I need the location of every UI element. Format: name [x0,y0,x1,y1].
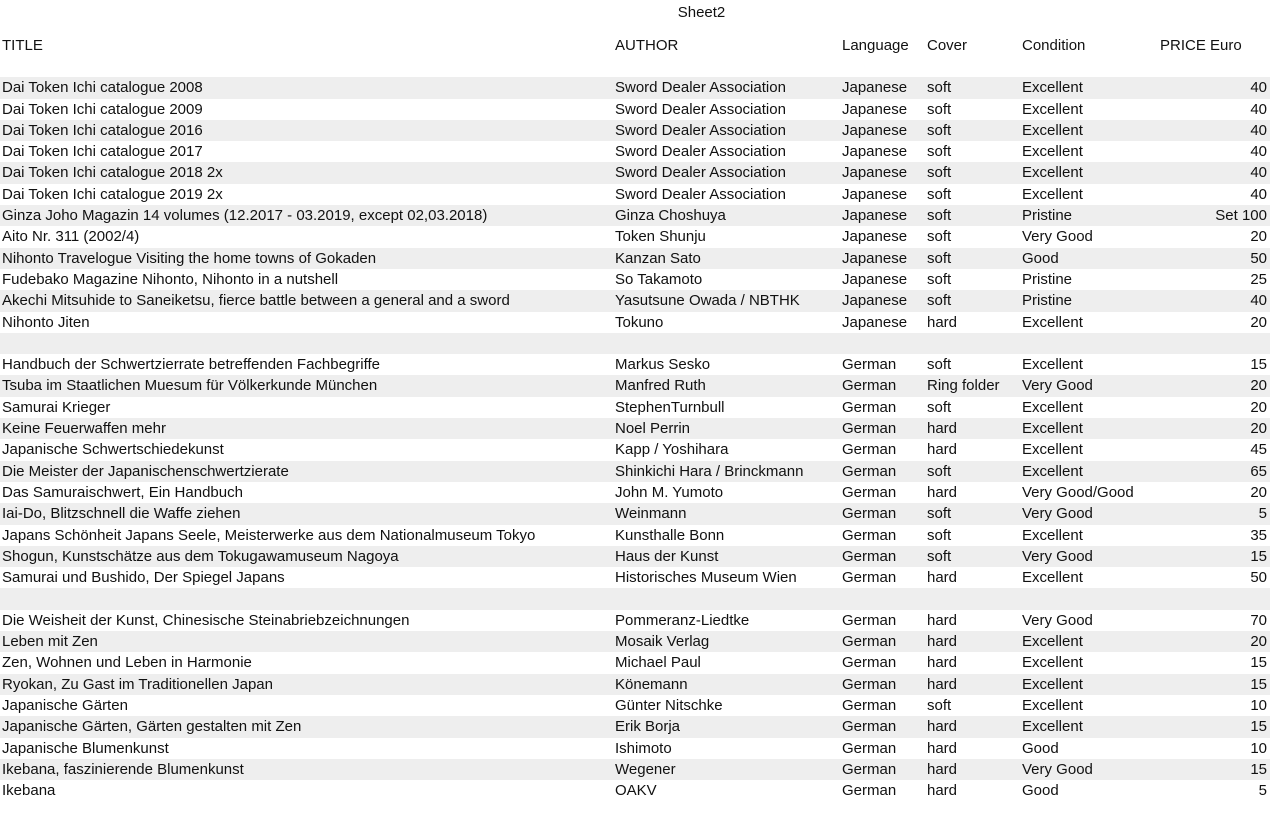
cell-language: German [842,739,897,757]
cell-title: Aito Nr. 311 (2002/4) [2,228,140,246]
cell-title: Japanische Schwertschiedekunst [2,441,224,459]
cell-author: Kanzan Sato [615,249,701,267]
cell-condition: Excellent [1022,526,1083,544]
cell-condition: Excellent [1022,462,1083,480]
cell-author: Yasutsune Owada / NBTHK [615,292,800,310]
cell-price: 10 [1250,739,1267,757]
table-row [0,759,1270,780]
sheet-title: Sheet2 [677,4,726,21]
table-row [0,397,1270,418]
table-row [0,418,1270,439]
cell-title: Dai Token Ichi catalogue 2009 [2,100,203,118]
cell-author: Erik Borja [615,718,681,736]
cell-cover: soft [927,270,952,288]
cell-condition: Excellent [1022,143,1083,161]
table-row [0,525,1270,546]
cell-price: 15 [1250,547,1267,565]
cell-language: Japanese [842,143,908,161]
cell-author: Sword Dealer Association [615,79,786,97]
cell-price: 15 [1250,654,1267,672]
cell-title: Das Samuraischwert, Ein Handbuch [2,483,243,501]
cell-author: Sword Dealer Association [615,100,786,118]
cell-cover: hard [927,760,958,778]
table-row [0,205,1270,226]
cell-title: Ikebana, faszinierende Blumenkunst [2,760,244,778]
cell-condition: Very Good [1022,611,1093,629]
header-author: AUTHOR [615,37,679,54]
cell-title: Dai Token Ichi catalogue 2016 [2,121,203,139]
cell-price: 20 [1250,228,1267,246]
cell-condition: Excellent [1022,569,1083,587]
blank-row [0,56,1270,77]
cell-language: German [842,760,897,778]
cell-condition: Pristine [1022,292,1073,310]
cell-condition: Pristine [1022,270,1073,288]
cell-language: Japanese [842,270,908,288]
cell-price: 20 [1250,483,1267,501]
cell-cover: soft [927,164,952,182]
cell-author: Michael Paul [615,654,701,672]
cell-condition: Excellent [1022,79,1083,97]
cell-condition: Excellent [1022,313,1083,331]
cell-title: Japanische Gärten, Gärten gestalten mit Zen [2,718,302,736]
cell-condition: Excellent [1022,718,1083,736]
cell-cover: hard [927,654,958,672]
cell-cover: soft [927,462,952,480]
cell-language: German [842,398,897,416]
cell-price: 40 [1250,100,1267,118]
table-row [0,375,1270,396]
cell-title: Akechi Mitsuhide to Saneiketsu, fierce battle between a general and a sword [2,292,510,310]
cell-title: Ikebana [2,782,56,800]
cell-language: Japanese [842,228,908,246]
cell-cover: soft [927,398,952,416]
cell-price: 15 [1250,718,1267,736]
cell-condition: Excellent [1022,164,1083,182]
cell-cover: soft [927,249,952,267]
cell-price: 20 [1250,420,1267,438]
cell-language: German [842,547,897,565]
cell-cover: hard [927,441,958,459]
cell-title: Ryokan, Zu Gast im Traditionellen Japan [2,675,273,693]
cell-title: Tsuba im Staatlichen Muesum für Völkerkunde München [2,377,378,395]
cell-cover: soft [927,79,952,97]
cell-price: 45 [1250,441,1267,459]
cell-language: Japanese [842,292,908,310]
table-row [0,610,1270,631]
cell-author: Mosaik Verlag [615,633,710,651]
table-row [0,482,1270,503]
cell-price: 40 [1250,164,1267,182]
cell-price: 40 [1250,143,1267,161]
cell-price: 20 [1250,377,1267,395]
table-row [0,77,1270,98]
cell-condition: Very Good [1022,547,1093,565]
cell-cover: soft [927,526,952,544]
cell-cover: hard [927,420,958,438]
cell-language: Japanese [842,185,908,203]
cell-price: 20 [1250,633,1267,651]
cell-author: Haus der Kunst [615,547,719,565]
table-row [0,716,1270,737]
header-price: PRICE Euro [1160,37,1242,54]
cell-price: 5 [1258,782,1267,800]
cell-language: Japanese [842,121,908,139]
cell-title: Dai Token Ichi catalogue 2008 [2,79,203,97]
cell-condition: Excellent [1022,398,1083,416]
cell-condition: Excellent [1022,441,1083,459]
cell-title: Nihonto Jiten [2,313,90,331]
cell-language: German [842,483,897,501]
cell-condition: Excellent [1022,633,1083,651]
cell-author: Sword Dealer Association [615,185,786,203]
cell-title: Dai Token Ichi catalogue 2019 2x [2,185,223,203]
table-row [0,461,1270,482]
cell-language: Japanese [842,100,908,118]
cell-author: John M. Yumoto [615,483,724,501]
cell-condition: Pristine [1022,207,1073,225]
header-language: Language [842,37,909,54]
header-cover: Cover [927,37,968,54]
cell-cover: soft [927,121,952,139]
cell-cover: soft [927,228,952,246]
cell-title: Japanische Blumenkunst [2,739,169,757]
cell-price: 40 [1250,292,1267,310]
cell-condition: Excellent [1022,100,1083,118]
table-row [0,269,1270,290]
cell-cover: hard [927,611,958,629]
cell-language: German [842,356,897,374]
cell-author: Manfred Ruth [615,377,706,395]
cell-author: Markus Sesko [615,356,711,374]
cell-language: German [842,420,897,438]
cell-cover: hard [927,633,958,651]
cell-cover: soft [927,100,952,118]
cell-language: German [842,505,897,523]
table-row [0,546,1270,567]
cell-price: 40 [1250,185,1267,203]
cell-language: Japanese [842,79,908,97]
cell-price: 15 [1250,760,1267,778]
cell-author: Ginza Choshuya [615,207,726,225]
cell-cover: hard [927,782,958,800]
cell-cover: hard [927,569,958,587]
cell-cover: soft [927,356,952,374]
cell-price: Set 100 [1215,207,1267,225]
cell-author: Wegener [615,760,676,778]
table-row [0,503,1270,524]
cell-condition: Excellent [1022,121,1083,139]
cell-price: 40 [1250,79,1267,97]
cell-price: 35 [1250,526,1267,544]
cell-author: Weinmann [615,505,687,523]
blank-row [0,333,1270,354]
cell-language: German [842,462,897,480]
cell-price: 20 [1250,313,1267,331]
table-row [0,312,1270,333]
cell-price: 10 [1250,696,1267,714]
table-row [0,120,1270,141]
cell-cover: soft [927,505,952,523]
cell-author: Günter Nitschke [615,696,723,714]
table-row [0,354,1270,375]
cell-author: Pommeranz-Liedtke [615,611,750,629]
cell-title: Die Weisheit der Kunst, Chinesische Steinabriebzeichnungen [2,611,410,629]
table-row [0,162,1270,183]
cell-author: So Takamoto [615,270,703,288]
table-row [0,184,1270,205]
cell-cover: hard [927,313,958,331]
cell-condition: Very Good/Good [1022,483,1134,501]
cell-title: Japans Schönheit Japans Seele, Meisterwerke aus dem Nationalmuseum Tokyo [2,526,536,544]
cell-condition: Excellent [1022,654,1083,672]
cell-author: Kapp / Yoshihara [615,441,729,459]
table-row [0,439,1270,460]
cell-title: Die Meister der Japanischenschwertzierate [2,462,289,480]
cell-condition: Excellent [1022,420,1083,438]
cell-cover: hard [927,675,958,693]
cell-title: Samurai und Bushido, Der Spiegel Japans [2,569,285,587]
table-row [0,780,1270,801]
cell-condition: Excellent [1022,675,1083,693]
cell-title: Nihonto Travelogue Visiting the home towns of Gokaden [2,249,377,267]
cell-language: German [842,569,897,587]
cell-language: German [842,526,897,544]
cell-title: Handbuch der Schwertzierrate betreffenden Fachbegriffe [2,356,381,374]
header-condition: Condition [1022,37,1086,54]
cell-cover: soft [927,696,952,714]
table-row [0,248,1270,269]
cell-title: Shogun, Kunstschätze aus dem Tokugawamuseum Nagoya [2,547,399,565]
cell-author: Historisches Museum Wien [615,569,797,587]
cell-condition: Good [1022,249,1059,267]
cell-cover: hard [927,739,958,757]
cell-cover: soft [927,547,952,565]
table-row [0,567,1270,588]
cell-price: 40 [1250,121,1267,139]
cell-title: Japanische Gärten [2,696,128,714]
cell-author: StephenTurnbull [615,398,725,416]
table-row [0,631,1270,652]
cell-condition: Excellent [1022,696,1083,714]
cell-language: German [842,377,897,395]
cell-author: Shinkichi Hara / Brinckmann [615,462,804,480]
cell-title: Zen, Wohnen und Leben in Harmonie [2,654,252,672]
cell-condition: Good [1022,739,1059,757]
cell-cover: hard [927,718,958,736]
cell-price: 50 [1250,249,1267,267]
table-row [0,99,1270,120]
cell-author: Könemann [615,675,688,693]
cell-author: OAKV [615,782,657,800]
cell-price: 20 [1250,398,1267,416]
cell-title: Ginza Joho Magazin 14 volumes (12.2017 - 03.2019, except 02,03.2018) [2,207,488,225]
cell-condition: Very Good [1022,505,1093,523]
cell-language: German [842,633,897,651]
cell-cover: soft [927,292,952,310]
cell-author: Token Shunju [615,228,706,246]
cell-author: Tokuno [615,313,664,331]
table-row [0,674,1270,695]
cell-author: Sword Dealer Association [615,143,786,161]
cell-language: German [842,654,897,672]
cell-author: Sword Dealer Association [615,164,786,182]
cell-title: Dai Token Ichi catalogue 2018 2x [2,164,223,182]
cell-language: Japanese [842,207,908,225]
cell-condition: Very Good [1022,760,1093,778]
cell-author: Sword Dealer Association [615,121,786,139]
cell-author: Kunsthalle Bonn [615,526,725,544]
cell-author: Noel Perrin [615,420,691,438]
table-row [0,738,1270,759]
cell-title: Dai Token Ichi catalogue 2017 [2,143,203,161]
cell-price: 65 [1250,462,1267,480]
header-title: TITLE [2,37,43,54]
cell-condition: Good [1022,782,1059,800]
cell-language: Japanese [842,164,908,182]
cell-price: 25 [1250,270,1267,288]
cell-language: German [842,718,897,736]
cell-language: German [842,441,897,459]
cell-language: German [842,696,897,714]
cell-title: Iai-Do, Blitzschnell die Waffe ziehen [2,505,241,523]
cell-price: 15 [1250,356,1267,374]
table-row [0,141,1270,162]
table-row [0,652,1270,673]
blank-row [0,588,1270,609]
table-row [0,290,1270,311]
cell-price: 50 [1250,569,1267,587]
cell-cover: hard [927,483,958,501]
cell-language: German [842,675,897,693]
cell-condition: Excellent [1022,185,1083,203]
cell-price: 5 [1258,505,1267,523]
table-header [0,36,1270,56]
cell-title: Leben mit Zen [2,633,98,651]
cell-language: Japanese [842,249,908,267]
cell-title: Samurai Krieger [2,398,111,416]
cell-price: 15 [1250,675,1267,693]
table-row [0,695,1270,716]
cell-title: Keine Feuerwaffen mehr [2,420,166,438]
cell-condition: Very Good [1022,377,1093,395]
cell-condition: Excellent [1022,356,1083,374]
cell-author: Ishimoto [615,739,672,757]
cell-title: Fudebako Magazine Nihonto, Nihonto in a nutshell [2,270,339,288]
table-body [0,56,1270,801]
cell-language: Japanese [842,313,908,331]
cell-cover: soft [927,143,952,161]
cell-language: German [842,611,897,629]
cell-cover: soft [927,207,952,225]
table-row [0,226,1270,247]
cell-cover: soft [927,185,952,203]
cell-price: 70 [1250,611,1267,629]
cell-condition: Very Good [1022,228,1093,246]
cell-language: German [842,782,897,800]
cell-cover: Ring folder [927,377,1000,395]
